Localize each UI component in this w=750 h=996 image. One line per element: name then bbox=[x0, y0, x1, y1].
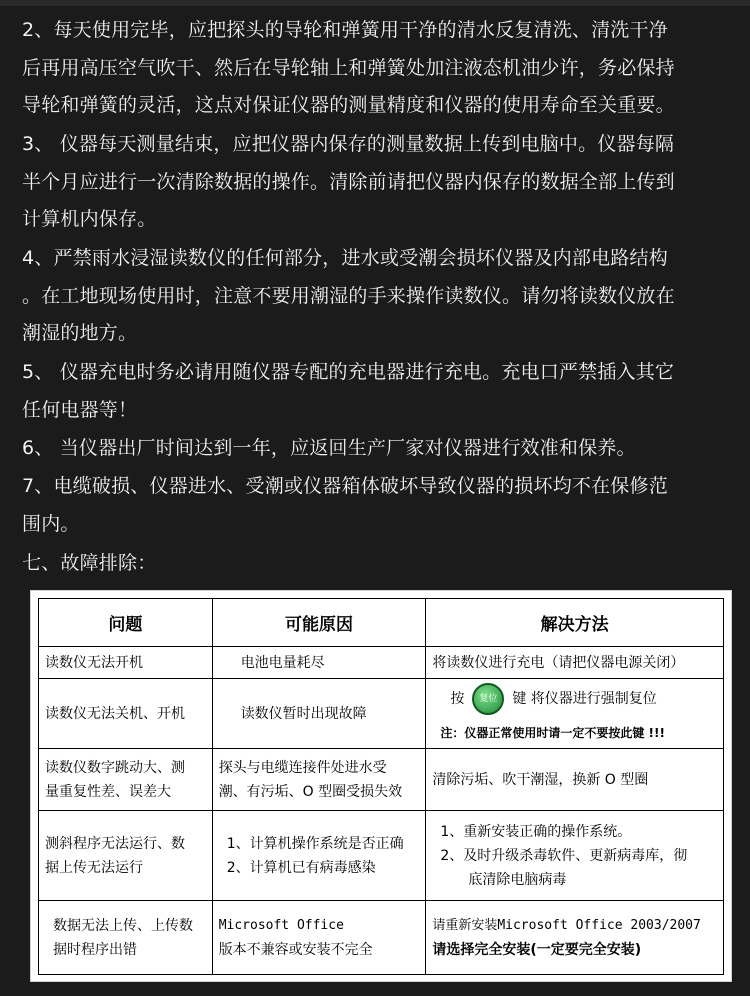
text-line: 5、 仪器充电时务必请用随仪器专配的充电器进行充电。充电口严禁插入其它 bbox=[22, 361, 675, 383]
cell-text: 版本不兼容或安装不完全 bbox=[218, 941, 373, 958]
cell-text: 据上传无法运行 bbox=[45, 859, 143, 876]
text-line: 6、 当仪器出厂时间达到一年，应返回生产厂家对仪器进行效准和保养。 bbox=[22, 437, 636, 459]
warning-note: 注：仪器正常使用时请一定不要按此键 !!! bbox=[440, 725, 665, 740]
cell-text: 1、计算机操作系统是否正确 bbox=[226, 835, 404, 852]
cell-text: 清除污垢、吹干潮湿，换新 O 型圈 bbox=[432, 771, 649, 788]
solution-cell bbox=[426, 679, 724, 749]
instruction-post: 键 将仪器进行强制复位 bbox=[512, 690, 657, 707]
text-line: 半个月应进行一次清除数据的操作。清除前请把仪器内保存的数据全部上传到 bbox=[22, 170, 675, 193]
reset-button-icon: 复位 bbox=[472, 683, 504, 715]
cell-text: 2、及时升级杀毒软件、更新病毒库，彻 bbox=[440, 847, 688, 864]
table-row bbox=[39, 679, 724, 749]
cell-text: 将读数仪进行充电（请把仪器电源关闭） bbox=[432, 654, 685, 671]
solution-cell bbox=[426, 901, 724, 975]
cause-cell bbox=[212, 901, 426, 975]
cell-text: 量重复性差、误差大 bbox=[45, 783, 171, 800]
cell-text: 探头与电缆连接件处进水受 bbox=[218, 759, 387, 776]
cell-text: 1、重新安装正确的操作系统。 bbox=[440, 823, 632, 840]
text-line: 潮湿的地方。 bbox=[22, 322, 138, 344]
solution-cell bbox=[426, 811, 724, 901]
cell-text: 请重新安装Microsoft Office 2003/2007 bbox=[432, 917, 701, 933]
cell-text: 读数仪数字跳动大、测 bbox=[45, 759, 185, 776]
solution-cell bbox=[426, 647, 724, 679]
problem-cell bbox=[39, 647, 213, 679]
table-row bbox=[39, 749, 724, 811]
text-line: 4、严禁雨水浸湿读数仪的任何部分，进水或受潮会损坏仪器及内部电路结构 bbox=[22, 247, 668, 269]
header-problem: 问题 bbox=[39, 599, 213, 647]
problem-cell bbox=[39, 679, 213, 749]
cell-text: 据时程序出错 bbox=[53, 941, 137, 958]
problem-cell bbox=[39, 811, 213, 901]
text-line: 。在工地现场使用时，注意不要用潮湿的手来操作读数仪。请勿将读数仪放在 bbox=[22, 284, 675, 307]
cause-cell bbox=[212, 749, 426, 811]
maintenance-item-5 bbox=[22, 354, 730, 429]
top-strip bbox=[0, 0, 750, 6]
maintenance-item-6 bbox=[22, 430, 730, 468]
cell-text: 底清除电脑病毒 bbox=[468, 871, 567, 888]
cell-text: 读数仪无法关机、开机 bbox=[45, 705, 185, 722]
cell-text: 测斜程序无法运行、数 bbox=[45, 835, 185, 852]
problem-cell bbox=[39, 749, 213, 811]
text-line: 后再用高压空气吹干、然后在导轮轴上和弹簧处加注液态机油少许，务必保持 bbox=[22, 56, 675, 79]
maintenance-item-3 bbox=[22, 126, 730, 239]
cell-text: Microsoft Office bbox=[218, 917, 344, 933]
text-line: 围内。 bbox=[22, 512, 80, 535]
text-line: 2、每天使用完毕，应把探头的导轮和弹簧用干净的清水反复清洗、清洗干净 bbox=[22, 19, 668, 41]
text-line: 任何电器等！ bbox=[22, 398, 138, 421]
troubleshooting-table bbox=[38, 598, 724, 975]
cell-text: 数据无法上传、上传数 bbox=[53, 917, 193, 934]
text-line: 7、电缆破损、仪器进水、受潮或仪器箱体破坏导致仪器的损坏均不在保修范 bbox=[22, 475, 668, 497]
maintenance-item-7 bbox=[22, 468, 730, 543]
maintenance-item-2 bbox=[22, 12, 730, 125]
reset-instruction bbox=[426, 683, 723, 715]
cause-cell bbox=[212, 811, 426, 901]
problem-cell bbox=[39, 901, 213, 975]
cell-text: 请选择完全安装(一定要完全安装) bbox=[432, 941, 642, 958]
cell-text: 2、计算机已有病毒感染 bbox=[226, 859, 376, 876]
troubleshooting-table-container bbox=[30, 590, 732, 982]
cause-cell bbox=[212, 679, 426, 749]
table-row bbox=[39, 901, 724, 975]
cell-text: 潮、有污垢、O 型圈受损失效 bbox=[218, 783, 403, 800]
cell-text: 读数仪无法开机 bbox=[45, 654, 143, 671]
table-row bbox=[39, 811, 724, 901]
section-title bbox=[22, 545, 730, 583]
section-title-text: 七、故障排除： bbox=[22, 552, 157, 574]
text-line: 导轮和弹簧的灵活，这点对保证仪器的测量精度和仪器的使用寿命至关重要。 bbox=[22, 94, 675, 116]
text-line: 3、 仪器每天测量结束，应把仪器内保存的测量数据上传到电脑中。仪器每隔 bbox=[22, 133, 675, 155]
solution-cell bbox=[426, 749, 724, 811]
text-line: 计算机内保存。 bbox=[22, 208, 157, 230]
cell-text: 电池电量耗尽 bbox=[240, 654, 325, 671]
cause-cell bbox=[212, 647, 426, 679]
maintenance-item-4 bbox=[22, 240, 730, 353]
header-cause: 可能原因 bbox=[212, 599, 426, 647]
cell-text: 读数仪暂时出现故障 bbox=[240, 705, 367, 722]
table-row bbox=[39, 647, 724, 679]
table-header-row bbox=[39, 599, 724, 647]
header-solution: 解决方法 bbox=[426, 599, 724, 647]
instruction-pre: 按 bbox=[450, 690, 465, 707]
